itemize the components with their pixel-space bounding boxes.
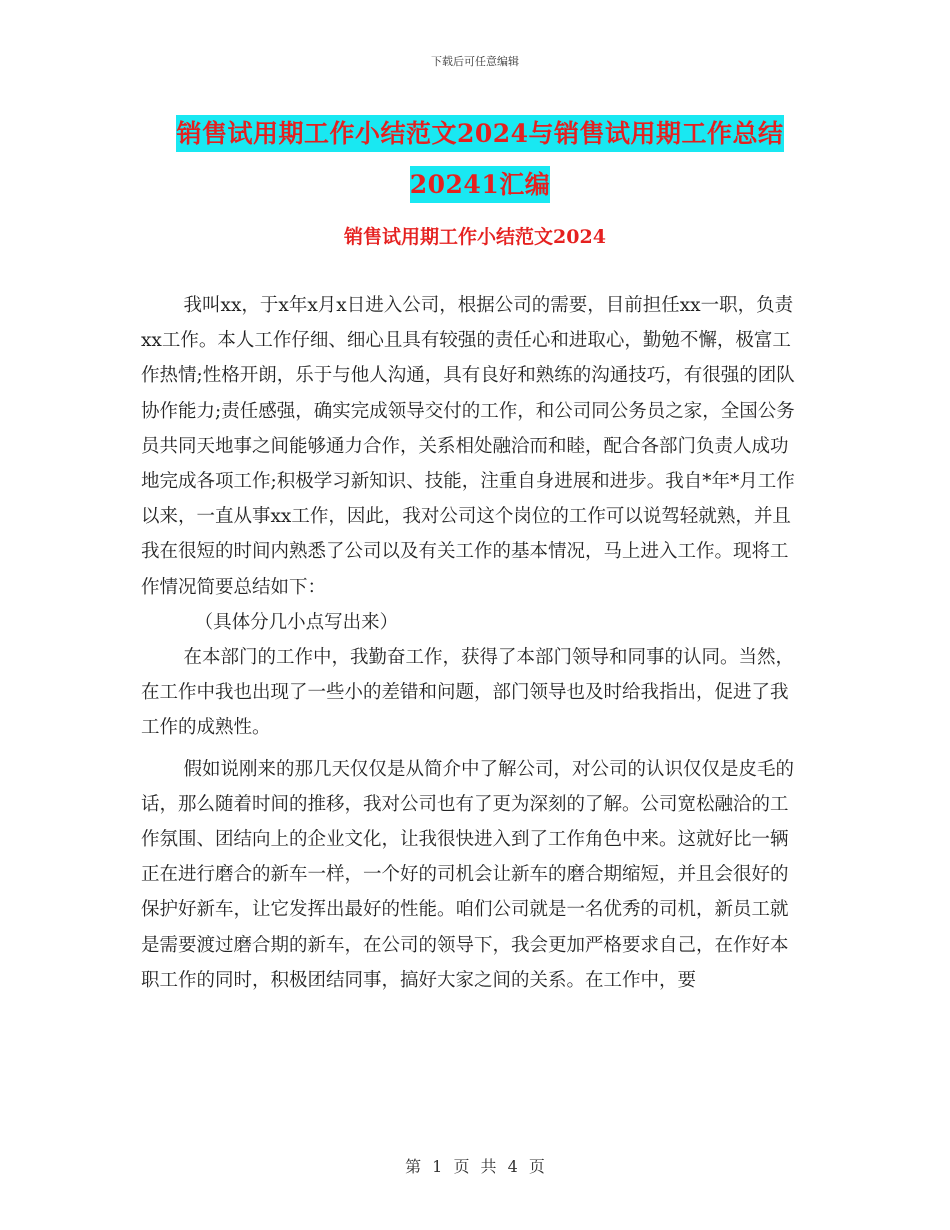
paragraph-note: （具体分几小点写出来） — [194, 611, 399, 633]
page-header-note: 下载后可任意编辑 — [431, 55, 519, 68]
section-title: 销售试用期工作小结范文2024 — [344, 226, 606, 248]
paragraph-intro: 我叫xx，于x年x月x日进入公司，根据公司的需要，目前担任xx一职，负责xx工作。本人工作仔细、细心且具有较强的责任心和进取心，勤勉不懈，极富工作热情;性格开朗，乐于与他人沟通，具有良好和熟练的沟通技巧，有很强的团队协作能力;责任感强，确实完成领导交付的工作，和公司同公务员之家，全国公务员共同天地事之间能够通力合作，关系相处融洽而和睦，配合各部门负责人成功地完成各项工作;积极学习新知识、技能，注重自身进展和进步。我自*年*月工作以来，一直从事xx工作，因此，我对公司这个岗位的工作可以说驾轻就熟，并且我在很短的时间内熟悉了公司以及有关工作的基本情况，马上进入工作。现将工作情况简要总结如下： — [141, 295, 795, 598]
paragraph-understanding: 假如说刚来的那几天仅仅是从简介中了解公司，对公司的认识仅仅是皮毛的话，那么随着时间的推移，我对公司也有了更为深刻的了解。公司宽松融洽的工作氛围、团结向上的企业文化，让我很快进入到了工作角色中来。这就好比一辆正在进行磨合的新车一样，一个好的司机会让新车的磨合期缩短，并且会很好的保护好新车，让它发挥出最好的性能。咱们公司就是一名优秀的司机，新员工就是需要渡过磨合期的新车，在公司的领导下，我会更加严格要求自己，在作好本职工作的同时，积极团结同事，搞好大家之间的关系。在工作中，要 — [141, 758, 795, 991]
document-title-line-1: 销售试用期工作小结范文2024与销售试用期工作总结 — [176, 115, 783, 152]
document-title-line-2: 20241汇编 — [410, 166, 550, 203]
document-body — [141, 288, 805, 998]
paragraph-department: 在本部门的工作中，我勤奋工作，获得了本部门领导和同事的认同。当然，在工作中我也出现了一些小的差错和问题，部门领导也及时给我指出，促进了我工作的成熟性。 — [141, 647, 795, 739]
page-number: 第 1 页 共 4 页 — [405, 1157, 545, 1176]
document-title — [145, 108, 815, 210]
